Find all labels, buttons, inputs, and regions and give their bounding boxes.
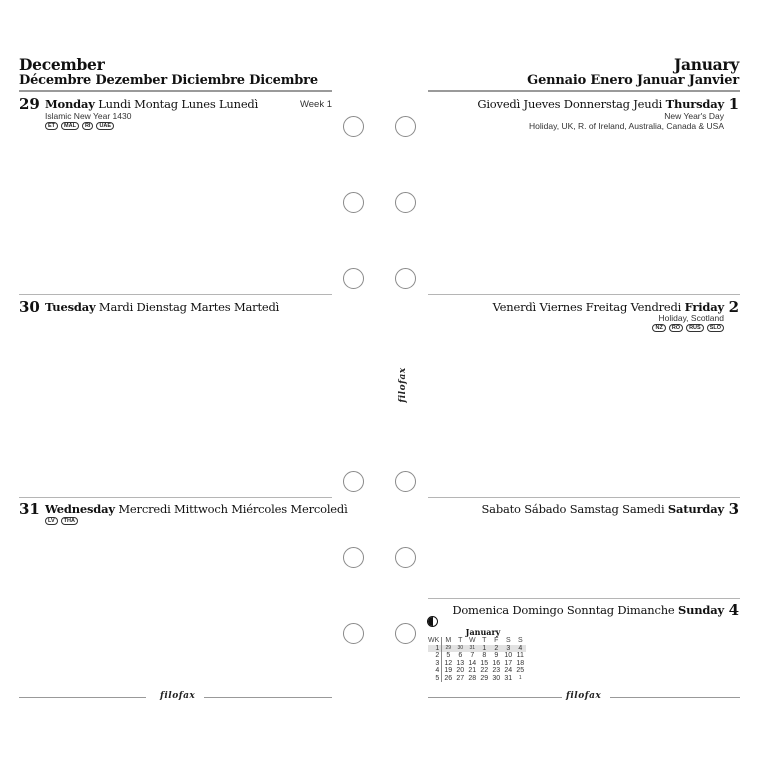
mini-calendar-day: 13 bbox=[456, 659, 465, 667]
mini-calendar-week-row bbox=[428, 675, 526, 683]
day-label-tuesday bbox=[45, 300, 279, 314]
mini-calendar-header: F bbox=[494, 637, 499, 644]
mini-calendar-day: 3 bbox=[502, 645, 514, 653]
day-name: Sunday bbox=[677, 603, 724, 617]
mini-calendar-week-row bbox=[428, 667, 526, 675]
mini-calendar-day: 31 bbox=[504, 674, 513, 682]
day-translations: Venerdì Viernes Freitag Vendredi bbox=[492, 300, 682, 314]
filofax-logo: filofax bbox=[566, 691, 602, 701]
mini-calendar-day: 23 bbox=[492, 667, 501, 674]
punch-hole bbox=[395, 623, 416, 644]
mini-calendar-day: 22 bbox=[480, 667, 489, 674]
day-note: Holiday, Scotland bbox=[658, 313, 724, 323]
day-number-2: 2 bbox=[728, 298, 739, 316]
punch-hole bbox=[343, 471, 364, 492]
week-label: Week 1 bbox=[299, 99, 332, 110]
mini-calendar-week-number: 4 bbox=[428, 667, 442, 675]
day-name: Monday bbox=[45, 97, 95, 111]
mini-calendar-day: 17 bbox=[504, 659, 513, 667]
punch-hole bbox=[343, 192, 364, 213]
mini-calendar-day: 14 bbox=[468, 659, 477, 667]
mini-calendar-day: 30 bbox=[492, 674, 501, 682]
day-divider bbox=[428, 497, 740, 498]
first-quarter-moon-icon bbox=[427, 616, 438, 627]
mini-calendar-week-row bbox=[428, 660, 526, 668]
day-divider bbox=[19, 294, 332, 295]
country-badge: THA bbox=[61, 517, 78, 525]
day-label-thursday bbox=[477, 97, 724, 111]
mini-calendar-week-number: 1 bbox=[428, 645, 442, 653]
mini-calendar-header: S bbox=[505, 637, 511, 644]
left-month-title: December bbox=[19, 55, 105, 74]
mini-calendar-day: 24 bbox=[504, 667, 513, 674]
mini-calendar-day: 1 bbox=[478, 645, 490, 653]
country-badges bbox=[45, 122, 114, 130]
punch-hole bbox=[395, 116, 416, 137]
mini-calendar-header: M bbox=[445, 637, 452, 644]
day-note: Holiday, UK, R. of Ireland, Australia, Canada & USA bbox=[529, 121, 724, 131]
mini-calendar-day: 1 bbox=[518, 674, 522, 681]
country-badge: NZ bbox=[652, 324, 665, 332]
right-month-title: January bbox=[673, 55, 739, 74]
country-badge: LV bbox=[45, 517, 58, 525]
mini-calendar bbox=[428, 628, 528, 682]
mini-calendar-day: 30 bbox=[454, 645, 466, 653]
mini-calendar-day: 7 bbox=[470, 652, 475, 659]
day-number-31: 31 bbox=[19, 500, 40, 518]
mini-calendar-day: 27 bbox=[456, 674, 465, 682]
mini-calendar-day: 21 bbox=[468, 667, 477, 674]
day-label-wednesday bbox=[45, 502, 348, 516]
day-name: Wednesday bbox=[45, 502, 115, 516]
day-translations: Mercredi Mittwoch Miércoles Mercoledì bbox=[118, 502, 348, 516]
day-number-3: 3 bbox=[728, 500, 739, 518]
punch-hole bbox=[395, 268, 416, 289]
day-name: Friday bbox=[684, 300, 724, 314]
day-divider bbox=[428, 294, 740, 295]
left-header-rule bbox=[19, 90, 332, 92]
day-number-4: 4 bbox=[728, 601, 739, 619]
mini-calendar-day: 16 bbox=[492, 659, 501, 667]
day-name: Saturday bbox=[667, 502, 724, 516]
mini-calendar-day: 8 bbox=[482, 652, 487, 659]
footer-rule bbox=[19, 697, 146, 698]
mini-calendar-grid bbox=[428, 637, 526, 682]
day-note: Islamic New Year 1430 bbox=[45, 111, 132, 121]
country-badge: UAE bbox=[96, 122, 114, 130]
day-note: New Year's Day bbox=[664, 111, 724, 121]
day-number-30: 30 bbox=[19, 298, 40, 316]
mini-calendar-day: 5 bbox=[446, 652, 451, 659]
left-month-translations: Décembre Dezember Diciembre Dicembre bbox=[19, 73, 318, 88]
footer-rule bbox=[610, 697, 740, 698]
mini-calendar-day: 29 bbox=[480, 674, 489, 682]
mini-calendar-day: 20 bbox=[456, 667, 465, 674]
day-translations: Giovedì Jueves Donnerstag Jeudi bbox=[477, 97, 663, 111]
day-number-29: 29 bbox=[19, 95, 40, 113]
country-badges bbox=[652, 324, 724, 332]
footer-rule bbox=[204, 697, 332, 698]
punch-hole bbox=[395, 471, 416, 492]
day-translations: Mardi Dienstag Martes Martedì bbox=[98, 300, 280, 314]
mini-calendar-day: 4 bbox=[514, 645, 526, 653]
filofax-logo: filofax bbox=[160, 691, 196, 701]
day-translations: Sabato Sábado Samstag Samedi bbox=[481, 502, 665, 516]
day-label-friday bbox=[493, 300, 724, 314]
mini-calendar-header-row bbox=[428, 637, 526, 645]
day-translations: Domenica Domingo Sonntag Dimanche bbox=[452, 603, 675, 617]
mini-calendar-day: 19 bbox=[444, 667, 453, 674]
day-label-sunday bbox=[452, 603, 724, 617]
right-header-rule bbox=[428, 90, 740, 92]
country-badge: RI bbox=[82, 122, 94, 130]
day-number-1: 1 bbox=[728, 95, 739, 113]
punch-hole bbox=[395, 192, 416, 213]
footer-rule bbox=[428, 697, 562, 698]
country-badge: ET bbox=[45, 122, 58, 130]
mini-calendar-week-row bbox=[428, 645, 526, 653]
day-name: Thursday bbox=[665, 97, 724, 111]
mini-calendar-day: 29 bbox=[442, 645, 455, 653]
punch-hole bbox=[343, 268, 364, 289]
mini-calendar-day: 18 bbox=[516, 659, 525, 667]
day-divider bbox=[19, 497, 332, 498]
mini-calendar-week-row bbox=[428, 652, 526, 660]
punch-hole bbox=[343, 623, 364, 644]
mini-calendar-day: 9 bbox=[494, 652, 499, 659]
mini-calendar-day: 12 bbox=[444, 659, 453, 667]
country-badge: MAL bbox=[61, 122, 79, 130]
mini-calendar-day: 26 bbox=[444, 674, 453, 682]
mini-calendar-header: WK bbox=[428, 637, 442, 645]
country-badge: SLO bbox=[707, 324, 724, 332]
mini-calendar-header: W bbox=[468, 637, 476, 644]
mini-calendar-header: S bbox=[517, 637, 523, 644]
mini-calendar-header: T bbox=[458, 637, 463, 644]
country-badge: RUS bbox=[686, 324, 704, 332]
mini-calendar-week-number: 2 bbox=[428, 652, 442, 660]
mini-calendar-header: T bbox=[482, 637, 487, 644]
mini-calendar-day: 11 bbox=[516, 652, 524, 659]
mini-calendar-day: 28 bbox=[468, 674, 477, 682]
spine-filofax-logo: filofax bbox=[398, 367, 408, 403]
mini-calendar-title: January bbox=[465, 627, 501, 637]
day-name: Tuesday bbox=[45, 300, 96, 314]
mini-calendar-day: 6 bbox=[458, 652, 463, 659]
mini-calendar-week-number: 3 bbox=[428, 660, 442, 668]
mini-calendar-day: 25 bbox=[516, 667, 525, 674]
punch-hole bbox=[343, 116, 364, 137]
mini-calendar-week-number: 5 bbox=[428, 675, 442, 683]
country-badge: RO bbox=[669, 324, 683, 332]
day-translations: Lundi Montag Lunes Lunedì bbox=[98, 97, 259, 111]
mini-calendar-day: 31 bbox=[466, 645, 478, 653]
day-label-monday bbox=[45, 97, 258, 111]
mini-calendar-day: 10 bbox=[504, 652, 513, 659]
country-badges bbox=[45, 517, 78, 525]
punch-hole bbox=[395, 547, 416, 568]
day-divider bbox=[428, 598, 740, 599]
punch-hole bbox=[343, 547, 364, 568]
mini-calendar-day: 2 bbox=[490, 645, 502, 653]
mini-calendar-day: 15 bbox=[480, 659, 489, 667]
day-label-saturday bbox=[481, 502, 724, 516]
right-month-translations: Gennaio Enero Januar Janvier bbox=[527, 73, 739, 88]
